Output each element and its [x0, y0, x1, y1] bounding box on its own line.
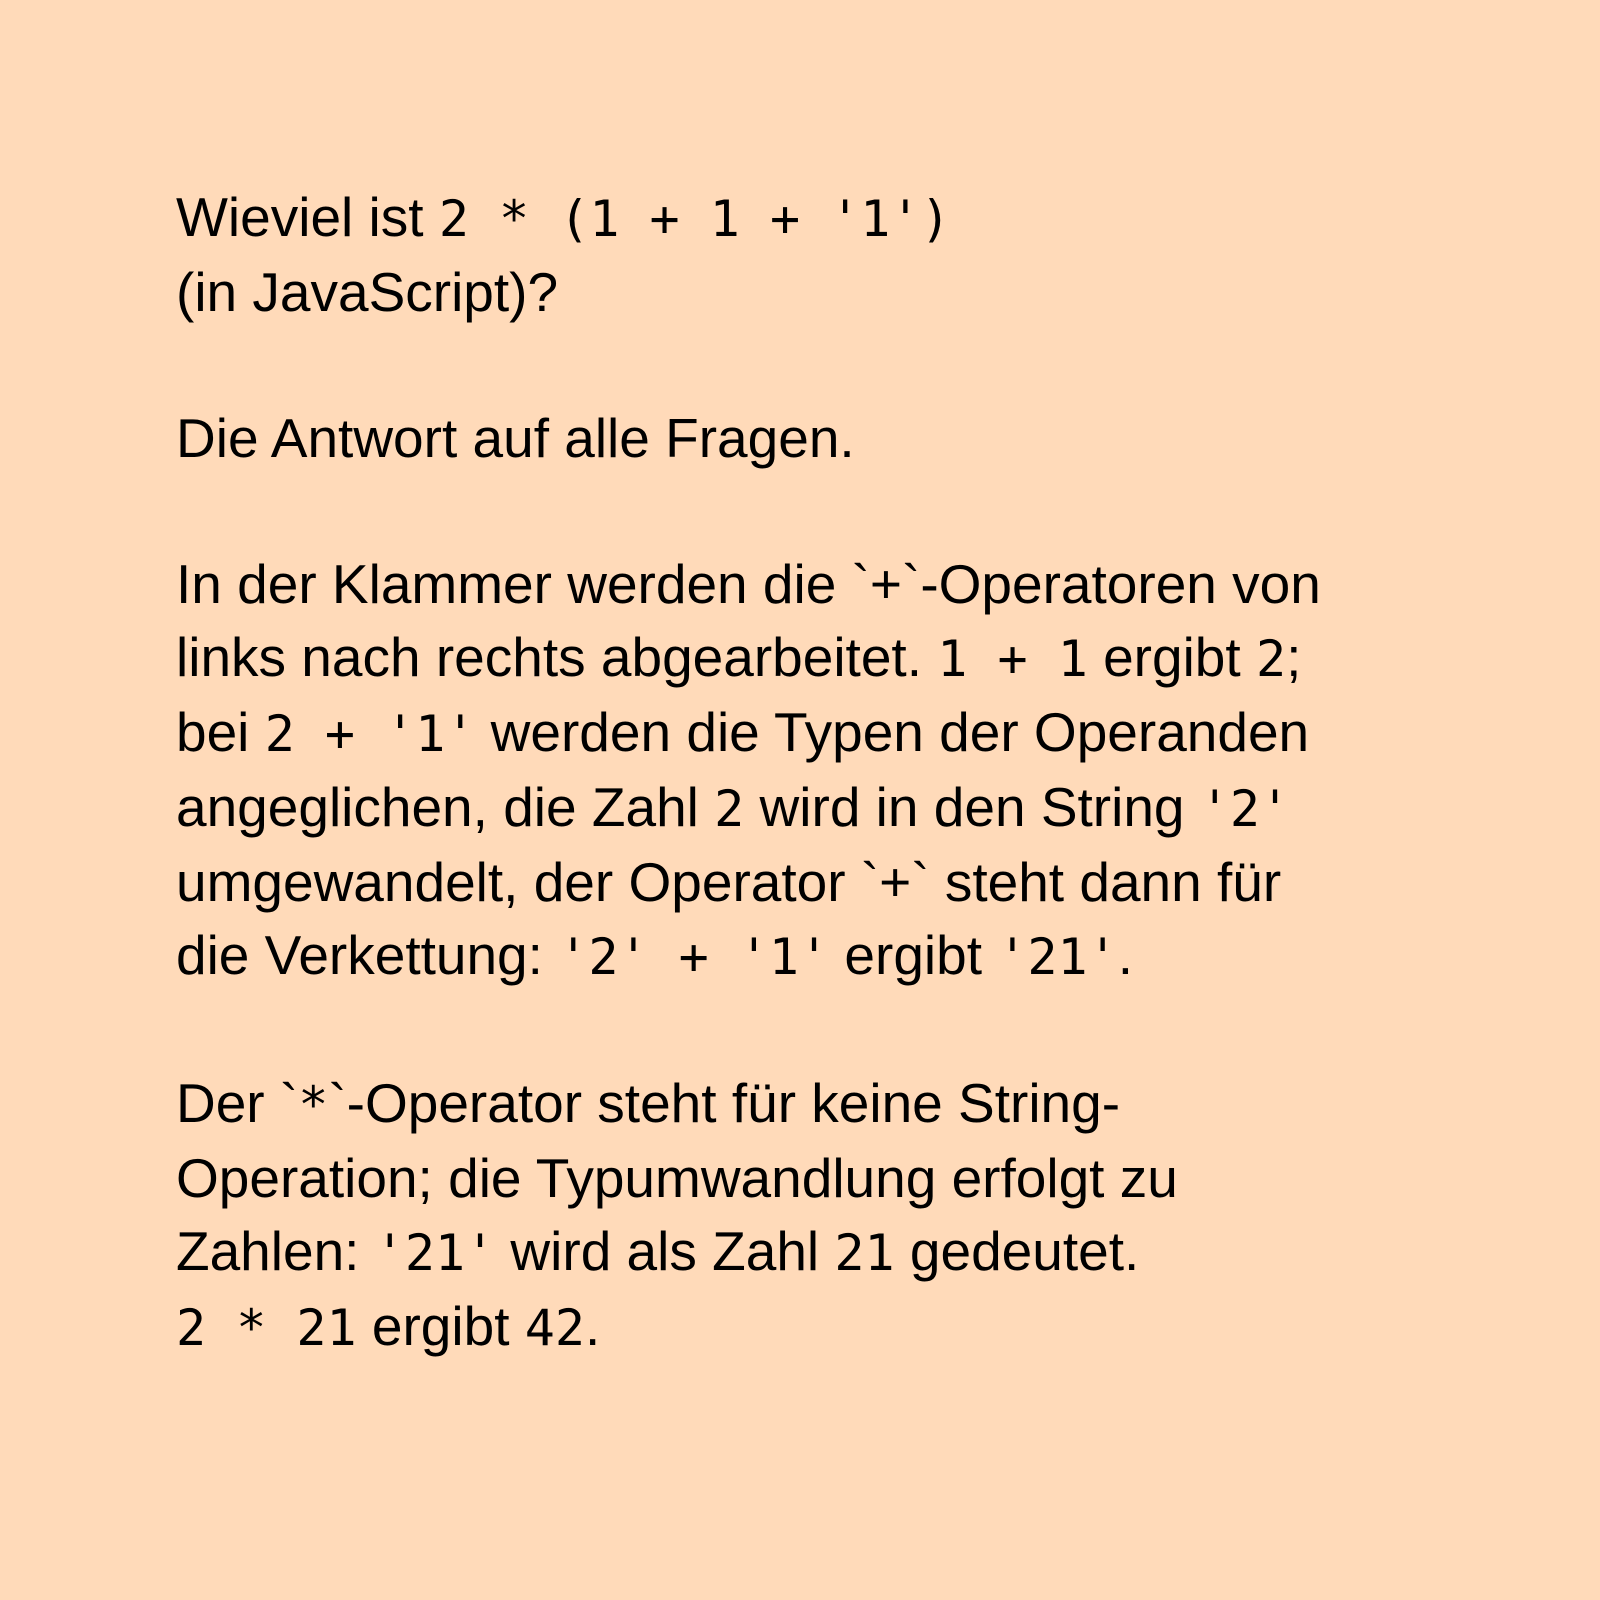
- spacer: [176, 329, 1436, 402]
- code-segment: '2' + '1': [558, 928, 830, 986]
- code-segment: *: [298, 1076, 329, 1134]
- text-segment: angeglichen, die Zahl: [176, 776, 715, 838]
- spacer: [176, 994, 1436, 1067]
- text-segment: Der `: [176, 1072, 299, 1134]
- code-segment: 21: [834, 1224, 895, 1282]
- question-expression: 2 * (1 + 1 + '1'): [438, 190, 951, 248]
- explanation-1-line-5: umgewandelt, der Operator `+` steht dann für: [176, 851, 1282, 913]
- explanation-1-line-1: In der Klammer werden die `+`-Operatoren von: [176, 553, 1321, 615]
- text-segment: links nach rechts abgearbeitet.: [176, 626, 938, 688]
- text-segment: `-Operator steht für keine String-: [328, 1072, 1121, 1134]
- text-segment: gedeutet.: [894, 1220, 1140, 1282]
- text-segment: .: [585, 1295, 601, 1357]
- question-prefix: Wieviel ist: [176, 186, 439, 248]
- quiz-card: [176, 181, 1436, 1365]
- explanation-1-line-4: [176, 771, 1436, 846]
- text-segment: ergibt: [1087, 626, 1256, 688]
- question-line-1: [176, 181, 1436, 256]
- short-answer: Die Antwort auf alle Fragen.: [176, 407, 855, 469]
- explanation-2-line-1: [176, 1067, 1436, 1142]
- text-segment: die Verkettung:: [176, 924, 559, 986]
- code-segment: 2 * 21: [176, 1299, 357, 1357]
- text-segment: ergibt: [356, 1295, 525, 1357]
- spacer: [176, 475, 1436, 548]
- text-segment: bei: [176, 701, 265, 763]
- text-segment: ergibt: [829, 924, 998, 986]
- text-segment: .: [1117, 924, 1134, 986]
- explanation-2-line-2: Operation; die Typumwandlung erfolgt zu: [176, 1147, 1178, 1209]
- code-segment: '21': [374, 1224, 496, 1282]
- text-segment: ;: [1286, 626, 1302, 688]
- code-segment: 2: [714, 780, 745, 838]
- text-segment: wird als Zahl: [495, 1220, 835, 1282]
- text-segment: Zahlen:: [176, 1220, 375, 1282]
- code-segment: '21': [997, 928, 1118, 986]
- code-segment: 1 + 1: [937, 630, 1088, 688]
- explanation-2-line-4: [176, 1290, 1436, 1365]
- explanation-1-line-3: [176, 696, 1436, 771]
- question-line-2: (in JavaScript)?: [176, 261, 559, 323]
- explanation-2-line-3: [176, 1215, 1436, 1290]
- text-segment: werden die Typen der Operanden: [475, 701, 1310, 763]
- code-segment: 2 + '1': [264, 705, 476, 763]
- explanation-1-line-6: [176, 919, 1436, 994]
- code-segment: 42: [524, 1299, 585, 1357]
- text-segment: wird in den String: [744, 776, 1200, 838]
- code-segment: '2': [1199, 780, 1291, 838]
- explanation-1-line-2: [176, 621, 1436, 696]
- code-segment: 2: [1255, 630, 1287, 688]
